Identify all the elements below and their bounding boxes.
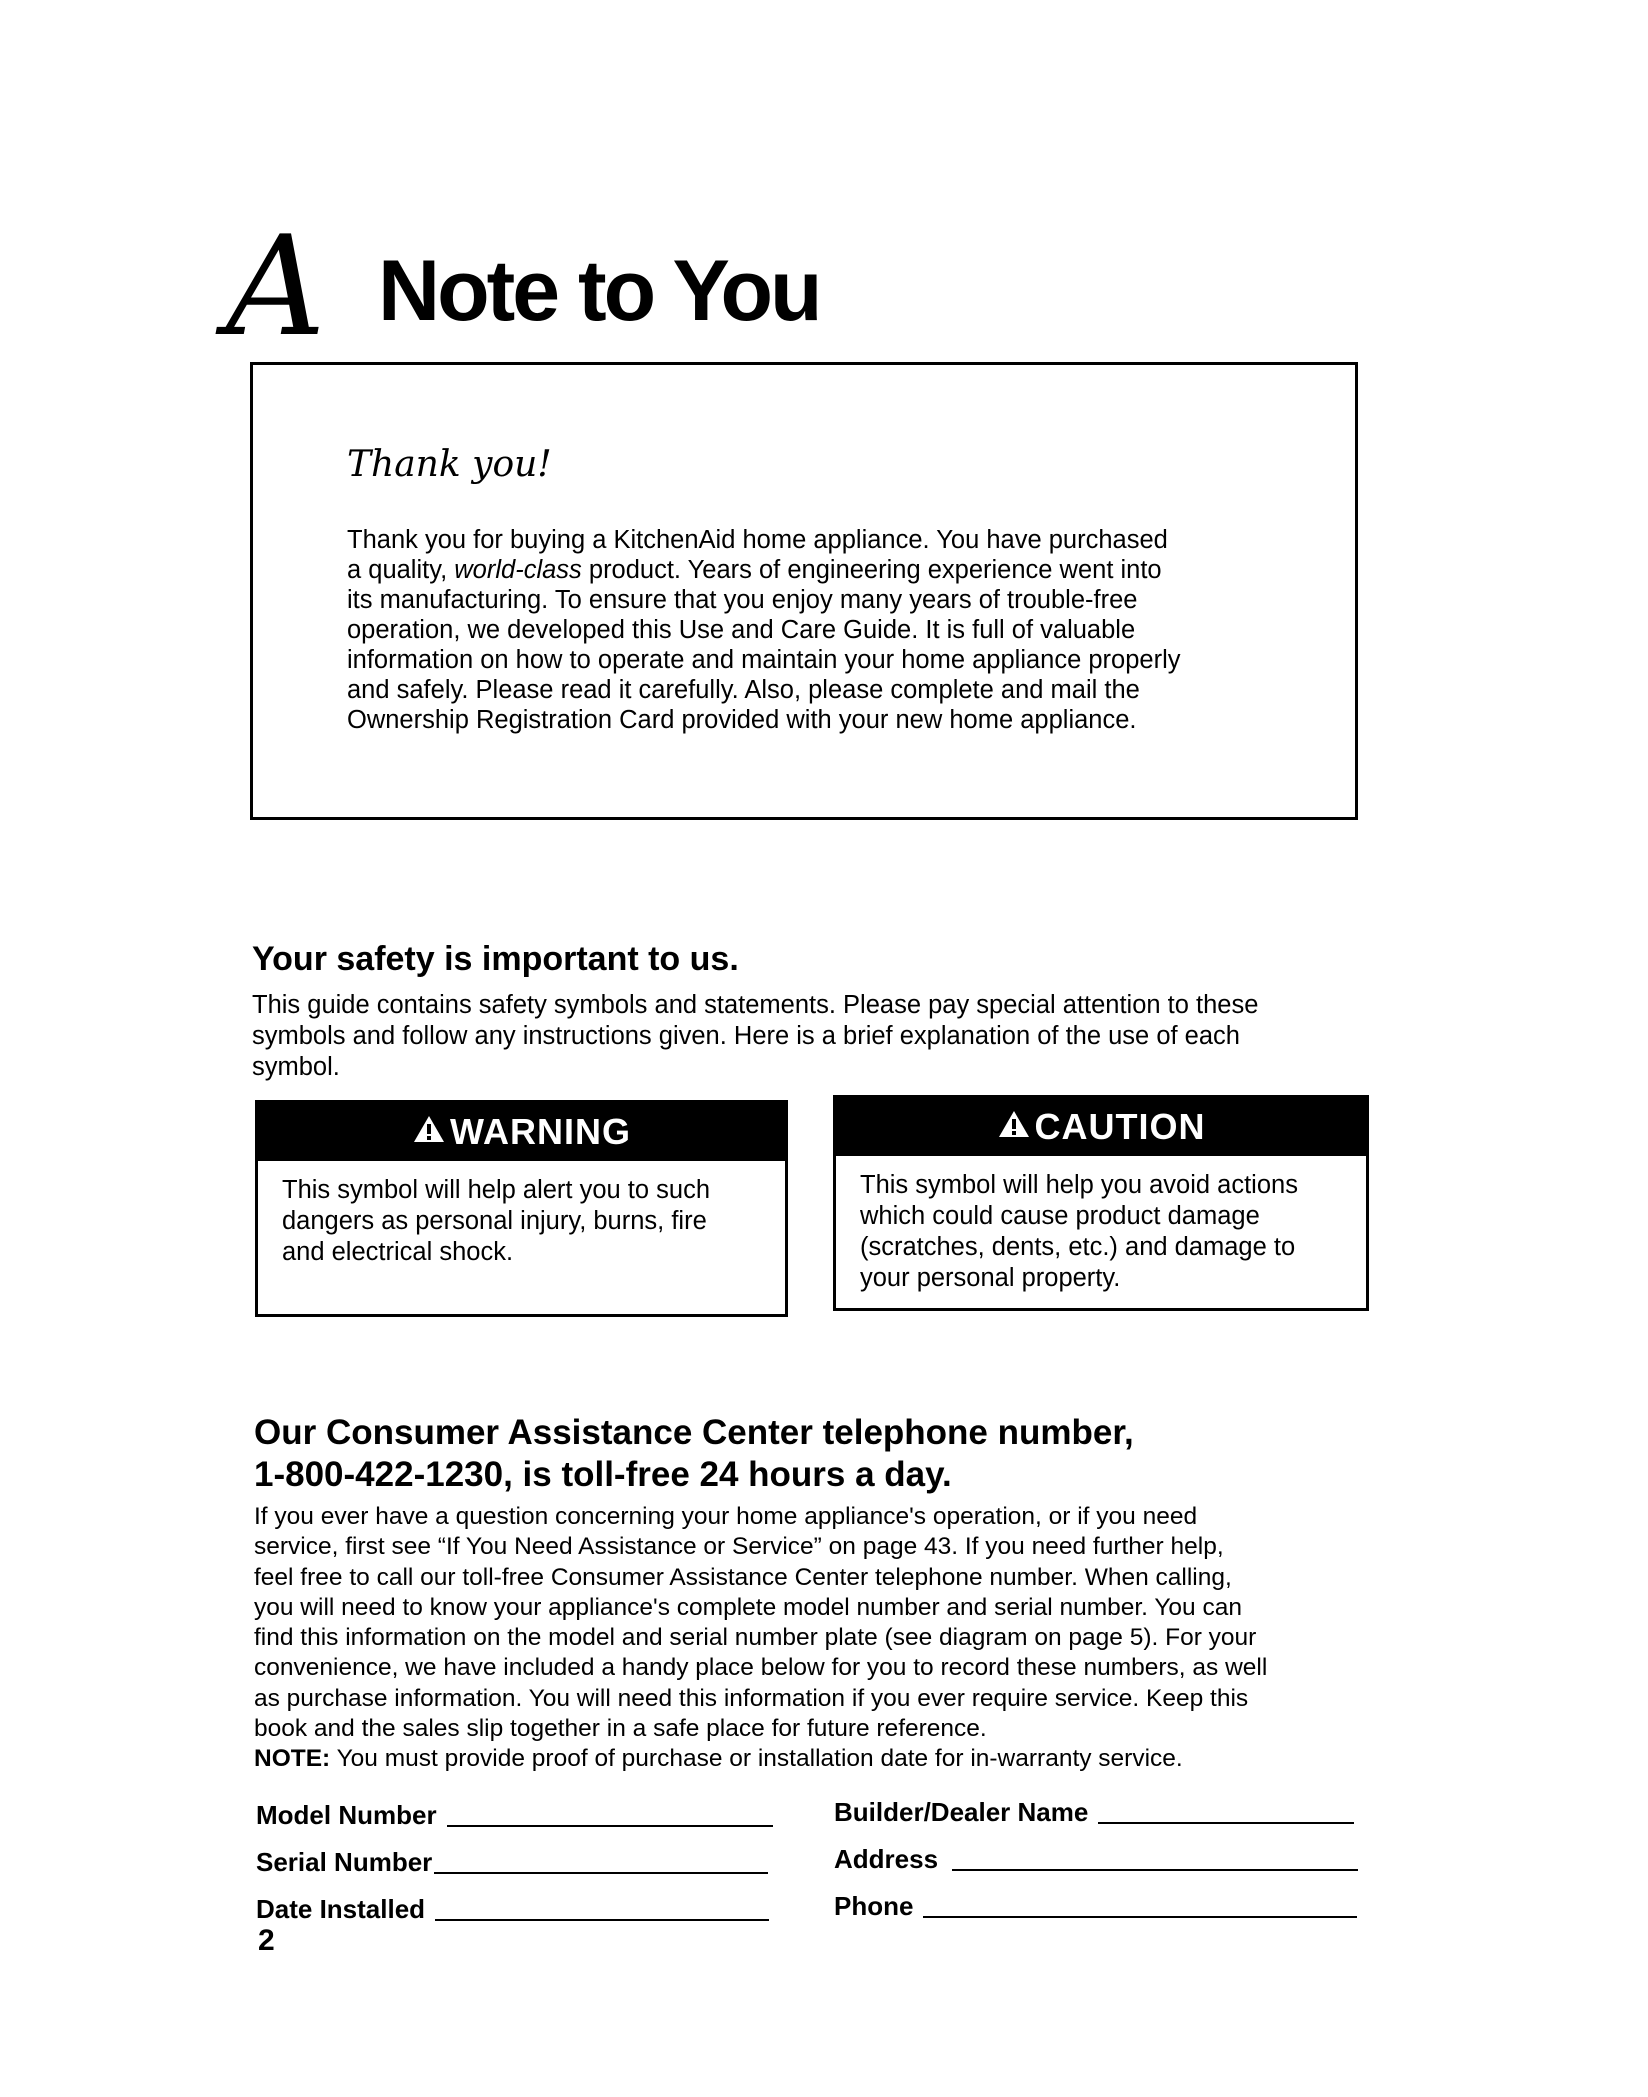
serial-number-field[interactable] — [256, 1847, 768, 1878]
thank-you-box — [250, 362, 1358, 820]
thank-you-line-a: a quality, — [347, 556, 455, 584]
caution-line: This symbol will help you avoid actions — [860, 1171, 1298, 1199]
note-text: You must provide proof of purchase or installation date for in-warranty service. — [330, 1745, 1183, 1772]
thank-you-line: information on how to operate and maintain your home appliance properly — [347, 646, 1181, 674]
safety-heading: Your safety is important to us. — [252, 940, 739, 978]
warning-line: and electrical shock. — [282, 1238, 514, 1266]
consumer-line: book and the sales slip together in a safe place for future reference. — [254, 1715, 987, 1743]
date-installed-field[interactable] — [256, 1894, 769, 1925]
thank-you-line: Ownership Registration Card provided with your new home appliance. — [347, 706, 1137, 734]
warning-header — [258, 1103, 785, 1161]
safety-intro-line: symbols and follow any instructions given. Here is a brief explanation of the use of each — [252, 1022, 1240, 1050]
thank-you-line-b: product. Years of engineering experience went into — [581, 556, 1162, 584]
safety-intro-line: symbol. — [252, 1053, 340, 1081]
model-number-field[interactable] — [256, 1800, 773, 1831]
caution-line: which could cause product damage — [860, 1202, 1260, 1230]
date-installed-line[interactable] — [435, 1919, 769, 1921]
consumer-line: feel free to call our toll-free Consumer Assistance Center telephone number. When calling, — [254, 1563, 1232, 1591]
alert-triangle-icon — [997, 1106, 1031, 1148]
thank-you-line: its manufacturing. To ensure that you enjoy many years of trouble-free — [347, 586, 1138, 614]
thank-you-body — [347, 525, 1247, 735]
warning-text — [258, 1161, 785, 1268]
phone-field[interactable] — [834, 1891, 1357, 1922]
consumer-heading-line: Our Consumer Assistance Center telephone number, — [254, 1413, 1134, 1452]
address-line[interactable] — [952, 1869, 1358, 1871]
model-number-label: Model Number — [256, 1800, 437, 1830]
caution-text — [836, 1156, 1366, 1294]
consumer-heading — [254, 1412, 1374, 1496]
address-field[interactable] — [834, 1844, 1358, 1875]
consumer-line: convenience, we have included a handy place below for you to record these numbers, as well — [254, 1654, 1268, 1682]
warning-label: WARNING — [450, 1111, 631, 1152]
phone-line[interactable] — [923, 1916, 1357, 1918]
date-installed-label: Date Installed — [256, 1894, 426, 1924]
note-label: NOTE: — [254, 1745, 331, 1772]
serial-number-line[interactable] — [434, 1872, 768, 1874]
consumer-line: find this information on the model and serial number plate (see diagram on page 5). For your — [254, 1624, 1257, 1652]
address-label: Address — [834, 1844, 939, 1874]
consumer-heading-line: 1-800-422-1230, is toll-free 24 hours a day. — [254, 1455, 952, 1494]
consumer-body — [254, 1502, 1374, 1744]
alert-triangle-icon — [412, 1111, 446, 1153]
thank-you-emphasis: world-class — [454, 556, 582, 584]
consumer-line: If you ever have a question concerning your home appliance's operation, or if you need — [254, 1503, 1198, 1530]
caution-line: (scratches, dents, etc.) and damage to — [860, 1233, 1296, 1261]
warning-box — [255, 1100, 788, 1317]
serial-number-label: Serial Number — [256, 1847, 433, 1877]
caution-label: CAUTION — [1034, 1106, 1206, 1147]
consumer-line: service, first see “If You Need Assistance or Service” on page 43. If you need further help, — [254, 1533, 1224, 1561]
thank-you-line — [347, 555, 1247, 585]
caution-header — [836, 1098, 1366, 1156]
safety-intro-line: This guide contains safety symbols and statements. Please pay special attention to these — [252, 991, 1259, 1019]
model-number-line[interactable] — [447, 1825, 773, 1827]
phone-label: Phone — [834, 1891, 914, 1921]
page-number: 2 — [258, 1924, 275, 1957]
thank-you-line: and safely. Please read it carefully. Also, please complete and mail the — [347, 676, 1140, 704]
title-initial: A — [226, 206, 326, 367]
builder-dealer-label: Builder/Dealer Name — [834, 1797, 1089, 1827]
consumer-line: you will need to know your appliance's complete model number and serial number. You can — [254, 1593, 1242, 1621]
consumer-line: as purchase information. You will need this information if you ever require service. Keep this — [254, 1684, 1249, 1712]
thank-you-line: Thank you for buying a KitchenAid home appliance. You have purchased — [347, 526, 1168, 554]
builder-dealer-line[interactable] — [1098, 1822, 1354, 1824]
warning-line: This symbol will help alert you to such — [282, 1176, 711, 1204]
safety-intro — [252, 990, 1332, 1083]
builder-dealer-field[interactable] — [834, 1797, 1354, 1828]
title-text: Note to You — [378, 243, 820, 339]
caution-line: your personal property. — [860, 1264, 1121, 1292]
warranty-note — [254, 1744, 1374, 1774]
thank-you-line: operation, we developed this Use and Care Guide. It is full of valuable — [347, 616, 1136, 644]
caution-box — [833, 1095, 1369, 1311]
warning-line: dangers as personal injury, burns, fire — [282, 1207, 707, 1235]
thank-you-heading: Thank you! — [347, 444, 552, 485]
